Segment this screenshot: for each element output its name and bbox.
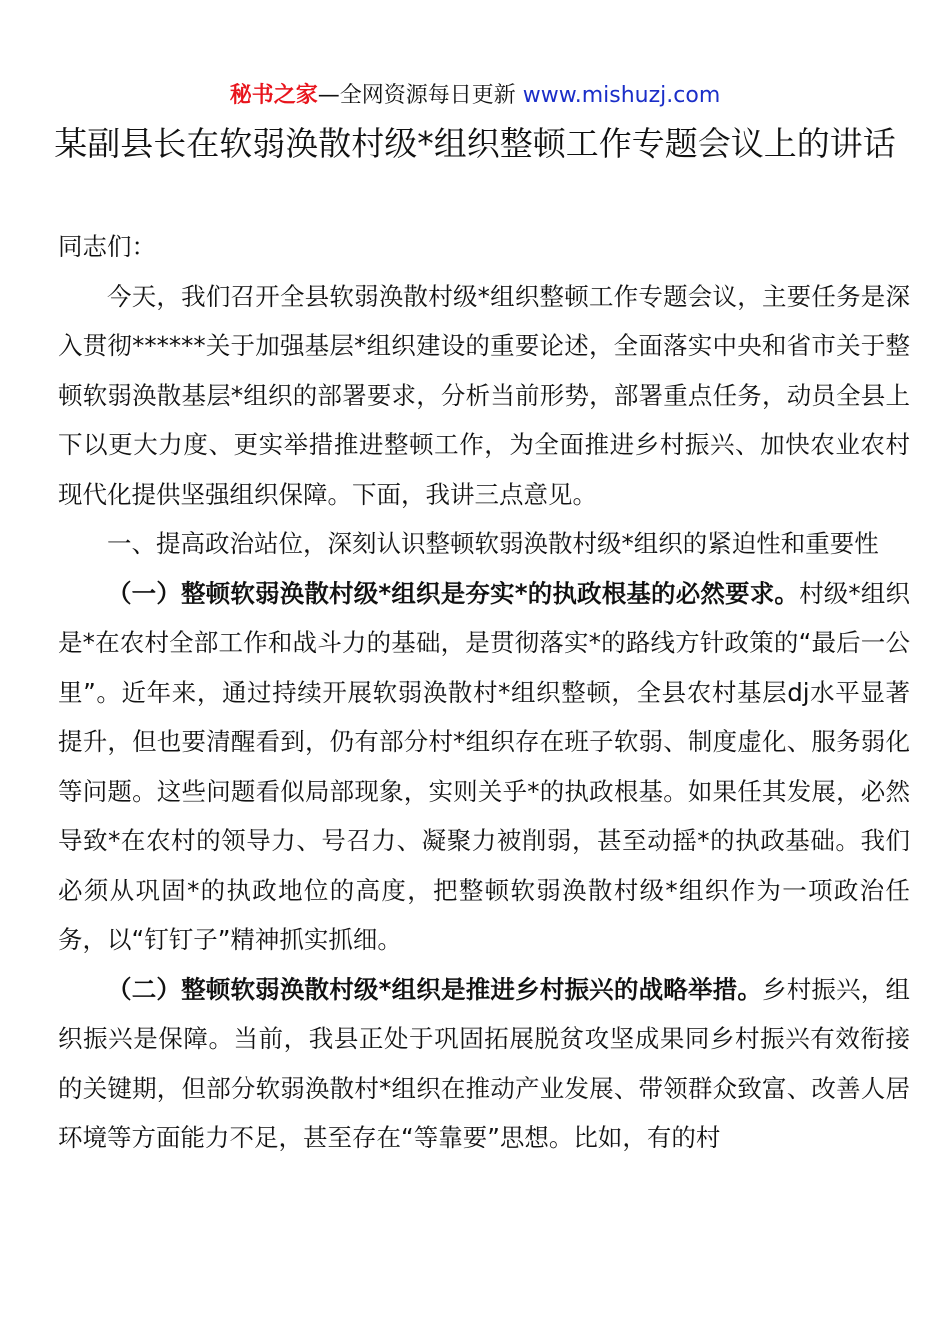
document-title: 某副县长在软弱涣散村级*组织整顿工作专题会议上的讲话: [54, 124, 896, 163]
site-tagline: —全网资源每日更新: [317, 83, 523, 108]
site-brand: 秘书之家: [229, 83, 318, 108]
salutation: 同志们：: [58, 232, 156, 261]
point-heading-1: （一）整顿软弱涣散村级*组织是夯实*的执政根基的必然要求。: [107, 578, 800, 608]
site-url-link[interactable]: www.mishuzj.com: [522, 83, 721, 108]
point-body-1: 村级*组织是*在农村全部工作和战斗力的基础，是贯彻落实*的路线方针政策的“最后一公里”。近年来，通过持续开展软弱涣散村*组织整顿，全县农村基层dj水平显著提升，但也要清醒看到，仍有部分村*组织存在班子软弱、制度虚化、服务弱化等问题。这些问题看似局部现象，实则关乎*的执政根基。如果任其发展，必然导致*在农村的领导力、号召力、凝聚力被削弱，甚至动摇*的执政基础。我们必须从巩固*的执政地位的高度，把整顿软弱涣散村级*组织作为一项政治任务，以“钉钉子”精神抓实抓细。: [58, 578, 911, 954]
intro-paragraph: 今天，我们召开全县软弱涣散村级*组织整顿工作专题会议，主要任务是深入贯彻******关于加强基层*组织建设的重要论述，全面落实中央和省市关于整顿软弱涣散基层*组织的部署要求，分析当前形势，部署重点任务，动员全县上下以更大力度、更实举措推进整顿工作，为全面推进乡村振兴、加快农业农村现代化提供坚强组织保障。下面，我讲三点意见。: [58, 281, 910, 509]
point-paragraph-2: [58, 965, 910, 1163]
point-heading-2: （二）整顿软弱涣散村级*组织是推进乡村振兴的战略举措。: [107, 974, 763, 1004]
document-body: [58, 222, 910, 1163]
point-paragraph-1: [58, 569, 910, 965]
point-body-2: 乡村振兴，组织振兴是保障。当前，我县正处于巩固拓展脱贫攻坚成果同乡村振兴有效衔接的关键期，但部分软弱涣散村*组织在推动产业发展、带领群众致富、改善人居环境等方面能力不足，甚至存在“等靠要”思想。比如，有的村: [58, 974, 910, 1152]
section-heading-1: 一、提高政治站位，深刻认识整顿软弱涣散村级*组织的紧迫性和重要性: [107, 529, 879, 558]
site-header: [0, 80, 950, 112]
